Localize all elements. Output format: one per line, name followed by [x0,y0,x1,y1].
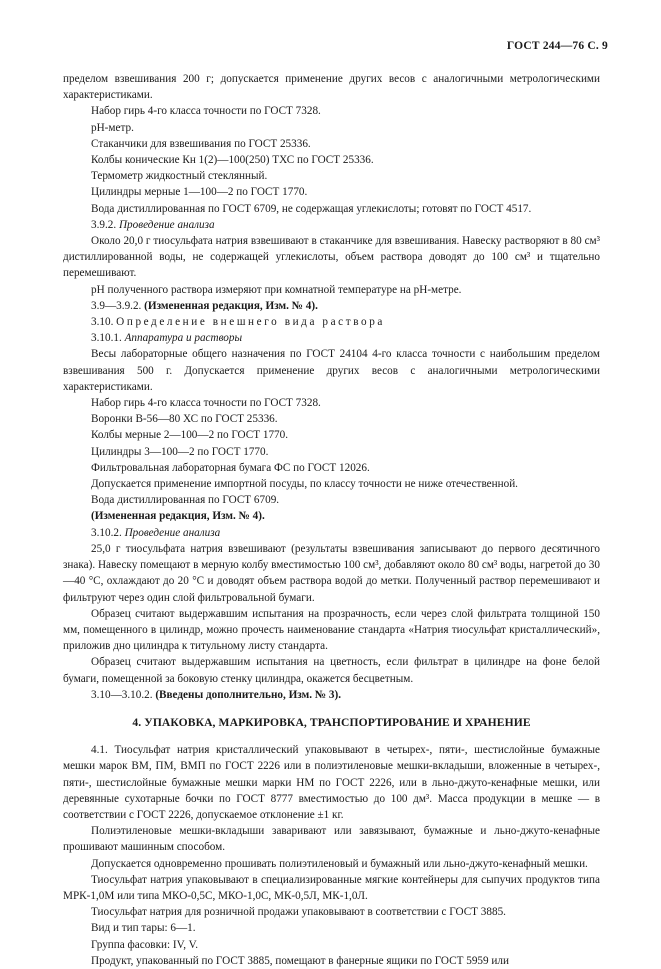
subsection-title [63,330,600,346]
paragraph: 4.1. Тиосульфат натрия кристаллический упаковывают в четырех-, пяти-, шестислойные бумажные мешки марок ВМ, ПМ, ВМП по ГОСТ 2226 или в полиэтиленовые мешки-вкладыши, вложенные в четырех-, пяти-, шестислойные бумажные мешки марки НМ по ГОСТ 2226, или в льно-джуто-кенафные мешки, или деревянные сухотарные бочки по ГОСТ 8777 вместимостью до 100 дм³. Масса продукции в мешке — в соответствии с ГОСТ 2226, допускаемое отклонение ±1 кг. [63,744,600,821]
paragraph: Тиосульфат натрия для розничной продажи упаковывают в соответствии с ГОСТ 3885. [91,906,506,919]
paragraph: Вода дистиллированная по ГОСТ 6709, не содержащая углекислоты; готовят по ГОСТ 4517. [91,202,532,215]
paragraph: Цилиндры 3—100—2 по ГОСТ 1770. [91,445,269,458]
document-body [63,71,600,969]
clause-title: Аппаратура и растворы [124,332,243,345]
paragraph: рН-метр. [91,121,134,134]
paragraph: Допускается одновременно прошивать полиэтиленовый и бумажный или льно-джуто-кенафный мешки. [91,857,588,870]
paragraph: Образец считают выдержавшим испытания на прозрачность, если через слой фильтрата толщиной 150 мм, помещенного в цилиндр, можно прочесть наименование стандарта «Натрия тиосульфат кристаллический», приложив дно цилиндра к титульному листу стандарта. [63,607,600,653]
clause-title: Определение внешнего вида раствора [116,316,385,329]
clause-number: 3.9.2. [91,218,117,231]
paragraph: Колбы конические Кн 1(2)—100(250) ТХС по ГОСТ 25336. [91,154,374,167]
clause-title: Проведение анализа [118,218,215,231]
paragraph: Воронки В-56—80 ХС по ГОСТ 25336. [91,413,278,426]
paragraph: Фильтровальная лабораторная бумага ФС по ГОСТ 12026. [91,461,370,474]
paragraph: Полиэтиленовые мешки-вкладыши заваривают или завязывают, бумажные и льно-джуто-кенафные прошивают машинным способом. [63,825,600,854]
paragraph: Термометр жидкостный стеклянный. [91,170,268,183]
amendment-text: (Измененная редакция, Изм. № 4). [144,299,318,312]
page-header: ГОСТ 244—76 С. 9 [506,40,608,52]
clause-number: 3.9—3.9.2. [91,299,142,312]
paragraph: Допускается применение импортной посуды, по классу точности не ниже отечественной. [91,478,518,491]
amendment-text: (Введены дополнительно, Изм. № 3). [155,688,341,701]
paragraph: Вид и тип тары: 6—1. [91,922,196,935]
subsection-title [63,217,600,233]
subsection-title [63,525,600,541]
paragraph: пределом взвешивания 200 г; допускается применение других весов с аналогичными метрологическими характеристиками. [63,73,600,102]
paragraph: Группа фасовки: IV, V. [91,938,199,951]
clause-number: 3.10—3.10.2. [91,688,153,701]
paragraph: Набор гирь 4-го класса точности по ГОСТ 7328. [91,397,321,410]
paragraph: Колбы мерные 2—100—2 по ГОСТ 1770. [91,429,289,442]
paragraph: Стаканчики для взвешивания по ГОСТ 25336. [91,137,311,150]
clause-number: 3.10.1. [91,332,122,345]
paragraph: 25,0 г тиосульфата натрия взвешивают (результаты взвешивания записывают до первого десятичного знака). Навеску помещают в мерную колбу вместимостью 100 см³, добавляют около 80 см³ воды, нагретой до 30—40 °С, охлаждают до 20 °С и доводят объем раствора водой до метки. Полученный раствор перемешивают и фильтруют через один слой фильтровальной бумаги. [63,542,600,604]
section-title [63,314,600,330]
clause-number: 3.10. [91,316,114,329]
paragraph: Продукт, упакованный по ГОСТ 3885, помещают в фанерные ящики по ГОСТ 5959 или [91,954,509,967]
paragraph: Образец считают выдержавшим испытания на цветность, если фильтрат в цилиндре на фоне белой бумаги, помещенной за боковую стенку цилиндра, окажется бесцветным. [63,656,600,685]
paragraph: рН полученного раствора измеряют при комнатной температуре на рН-метре. [91,283,462,296]
clause-title: Проведение анализа [124,526,221,539]
paragraph: Тиосульфат натрия упаковывают в специализированные мягкие контейнеры для сыпучих продуктов типа МРК-1,0М или типа МКО-0,5С, МКО-1,0С, МК-0,5Л, МК-1,0Л. [63,873,600,902]
amendment-note: (Измененная редакция, Изм. № 4). [91,510,265,523]
clause-number: 3.10.2. [91,526,122,539]
paragraph: Набор гирь 4-го класса точности по ГОСТ 7328. [91,105,321,118]
amendment-note [63,687,600,703]
amendment-note [63,298,600,314]
paragraph: Цилиндры мерные 1—100—2 по ГОСТ 1770. [91,186,308,199]
paragraph: Весы лабораторные общего назначения по ГОСТ 24104 4-го класса точности с наибольшим пределом взвешивания 500 г. Допускается применение других весов с аналогичными метрологическими характеристиками. [63,348,600,393]
paragraph: Около 20,0 г тиосульфата натрия взвешивают в стаканчике для взвешивания. Навеску растворяют в 80 см³ дистиллированной воды, не содержащей углекислоты, объем раствора доводят до 100 см³ и тщательно перемешивают. [63,235,600,280]
section-heading: 4. УПАКОВКА, МАРКИРОВКА, ТРАНСПОРТИРОВАНИЕ И ХРАНЕНИЕ [132,715,531,729]
paragraph: Вода дистиллированная по ГОСТ 6709. [91,494,280,507]
